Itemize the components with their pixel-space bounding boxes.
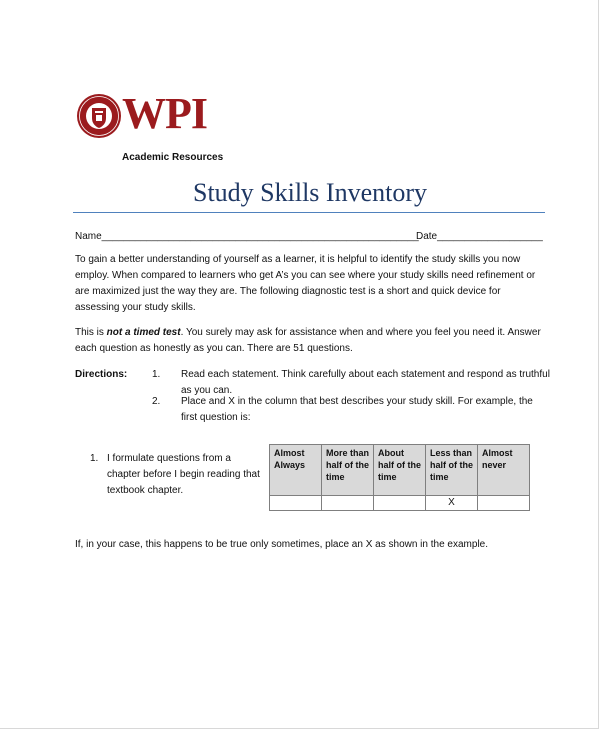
question-number: 1. xyxy=(90,453,99,464)
timing-text-start: This is xyxy=(75,327,107,338)
table-header-row xyxy=(270,445,530,496)
answer-cell[interactable] xyxy=(374,496,426,511)
direction-number: 2. xyxy=(152,396,161,407)
seal-icon xyxy=(76,90,122,142)
direction-number: 1. xyxy=(152,369,161,380)
table-row xyxy=(270,496,530,511)
column-header: Almost never xyxy=(478,445,530,496)
intro-paragraph: To gain a better understanding of yourself as a learner, it is helpful to identify the study skills you now employ. When compared to learners who get A’s you can see where your study skills need refinement or are maximized just the way they are. The following diagnostic test is a short and quick device for assessing your study skills. xyxy=(75,254,536,313)
wpi-logo xyxy=(76,90,206,142)
timing-paragraph xyxy=(75,325,545,357)
column-header: About half of the time xyxy=(374,445,426,496)
name-field[interactable]: Name_________________________________________________________ xyxy=(75,231,419,242)
answer-cell[interactable] xyxy=(322,496,374,511)
direction-text: Place and X in the column that best describes your study skill. For example, the first question is: xyxy=(181,396,533,423)
logo-wordmark: WPI xyxy=(122,89,207,138)
column-header: Almost Always xyxy=(270,445,322,496)
name-date-line xyxy=(75,229,545,245)
column-header: More than half of the time xyxy=(322,445,374,496)
page-title: Study Skills Inventory xyxy=(192,178,427,207)
department-label: Academic Resources xyxy=(122,152,224,163)
title-divider xyxy=(73,212,545,213)
timing-emphasis: not a timed test xyxy=(106,327,181,338)
question-text: I formulate questions from a chapter before I begin reading that textbook chapter. xyxy=(107,453,260,496)
answer-cell[interactable] xyxy=(270,496,322,511)
date-field[interactable]: Date___________________ xyxy=(416,231,543,242)
direction-text: Read each statement. Think carefully about each statement and respond as truthful as you can. xyxy=(181,369,550,396)
example-note: If, in your case, this happens to be true only sometimes, place an X as shown in the example. xyxy=(75,539,489,550)
answer-cell[interactable] xyxy=(478,496,530,511)
directions-label: Directions: xyxy=(75,369,128,380)
column-header: Less than half of the time xyxy=(426,445,478,496)
timing-text-end: . You surely may ask for assistance when and where you feel you need it. Answer each question as honestly as you can. There are 51 questions. xyxy=(75,327,541,354)
example-response-table xyxy=(269,444,530,511)
answer-cell[interactable]: X xyxy=(426,496,478,511)
